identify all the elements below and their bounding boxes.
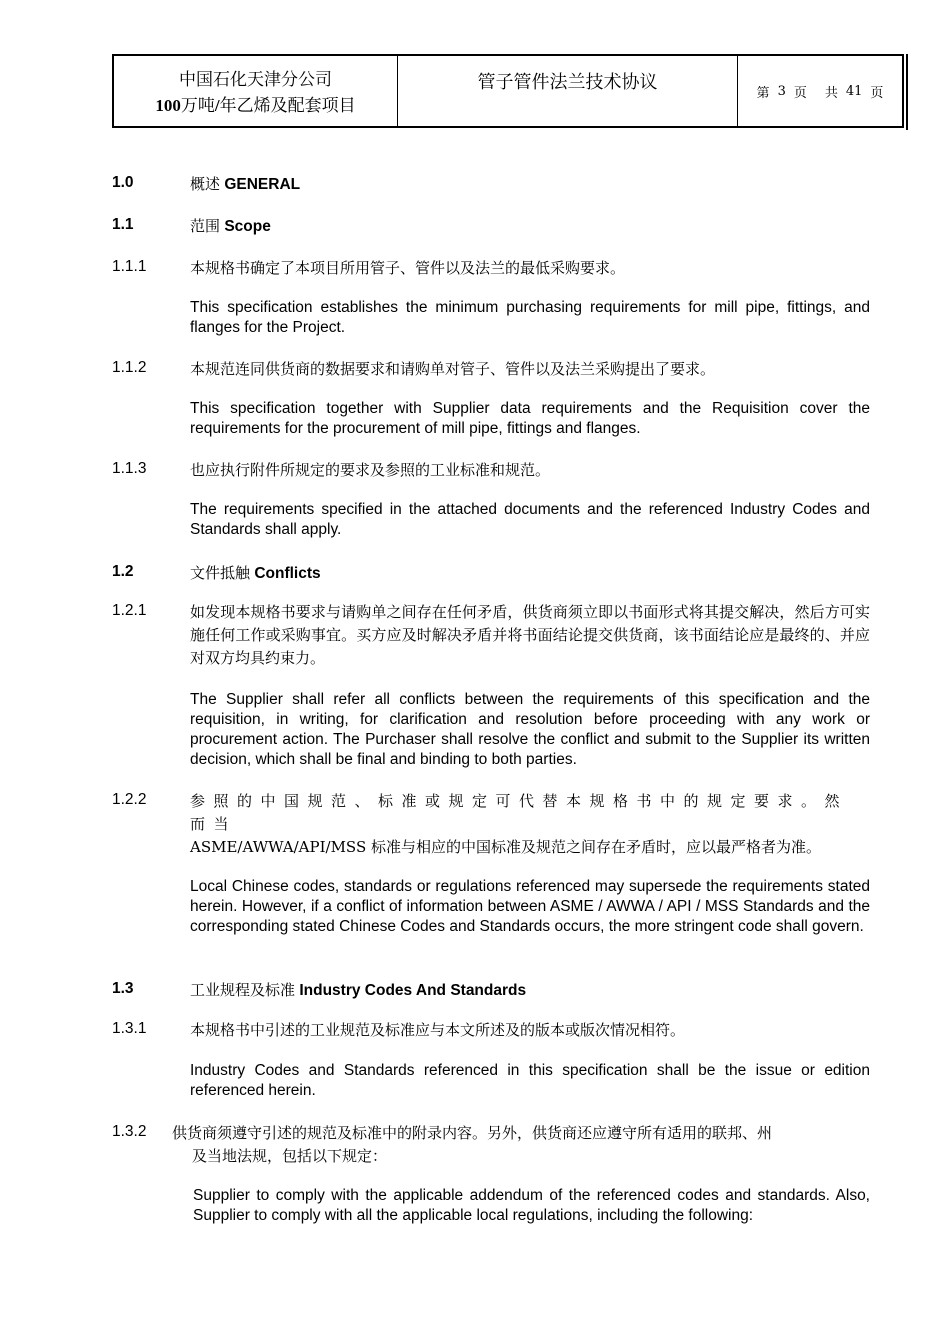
- section-number: 1.3: [112, 980, 134, 997]
- section-heading: 概述 GENERAL: [190, 175, 301, 193]
- header-project-slash: /: [214, 96, 220, 115]
- clause-text-cn: 如发现本规格书要求与请购单之间存在任何矛盾，供货商须立即以书面形式将其提交解决，然后方可实施任何工作或采购事宜。买方应及时解决矛盾并将书面结论提交供货商，该书面结论应是最终的、并应对双方均具约束力。: [190, 603, 870, 667]
- header-project-unit: 万吨: [180, 96, 215, 116]
- clause-text-cn: 本规格书确定了本项目所用管子、管件以及法兰的最低采购要求。: [190, 259, 626, 277]
- clause-text-en: This specification together with Supplier data requirements and the Requisition cover the requirements for the procurement of mill pipe, fittings and flanges.: [190, 400, 870, 437]
- clause-text-cn: [190, 790, 870, 859]
- clause-text-cn: [172, 1122, 870, 1168]
- clause-text-en: This specification establishes the minimum purchasing requirements for mill pipe, fittings, and flanges for the Project.: [190, 299, 870, 336]
- header-project-rest: 年乙烯及配套项目: [219, 96, 356, 116]
- clause-number: 1.1.2: [112, 359, 147, 376]
- clause-number: 1.1.1: [112, 258, 147, 275]
- header-project: [114, 93, 397, 119]
- header-title-cell: [398, 56, 738, 126]
- header-company-cell: [114, 56, 398, 126]
- section-number: 1.1: [112, 216, 134, 233]
- page-label-mid: 页: [793, 85, 807, 101]
- clause-number: 1.2.1: [112, 602, 147, 619]
- clause-text-en: The Supplier shall refer all conflicts between the requirements of this specification and the requisition, in writing, for clarification and resolution before proceeding with any work or procurement action. The Purchaser shall resolve the conflict and submit to the Supplier its written decision, which shall be final and binding to both parties.: [190, 691, 870, 768]
- clause-number: 1.1.3: [112, 460, 147, 477]
- section-heading: 范围 Scope: [190, 217, 271, 235]
- clause-text-cn-line2: 及当地法规，包括以下规定：: [192, 1147, 388, 1165]
- clause-text-cn-line1: 供货商须遵守引述的规范及标准中的附录内容。另外，供货商还应遵守所有适用的联邦、州: [172, 1124, 773, 1142]
- clause-number: 1.2.2: [112, 791, 147, 808]
- clause-number: 1.3.2: [112, 1123, 147, 1140]
- clause-text-cn-line1: 参照的中国规范、标准或规定可代替本规格书中的规定要求。然而当: [190, 792, 849, 833]
- page-header: [112, 54, 904, 128]
- section-heading: 工业规程及标准 Industry Codes And Standards: [190, 981, 527, 999]
- section-heading: 文件抵触 Conflicts: [190, 564, 321, 582]
- page-total-pre: 共: [824, 85, 838, 101]
- page-label-end: 页: [870, 85, 884, 101]
- header-company: 中国石化天津分公司: [179, 70, 332, 90]
- clause-text-en: The requirements specified in the attached documents and the referenced Industry Codes and Standards shall apply.: [190, 501, 870, 538]
- section-number: 1.2: [112, 563, 134, 580]
- clause-text-en: Supplier to comply with the applicable addendum of the referenced codes and standards. Also, Supplier to comply with all the applicable local regulations, including the following:: [193, 1187, 870, 1224]
- header-project-num: 100: [155, 96, 181, 115]
- clause-number: 1.3.1: [112, 1020, 147, 1037]
- page-total: 41: [845, 83, 863, 99]
- clause-text-cn-line2: ASME/AWWA/API/MSS 标准与相应的中国标准及规范之间存在矛盾时，应以最严格者为准。: [190, 838, 821, 856]
- clause-text-en: Industry Codes and Standards referenced in this specification shall be the issue or edition referenced herein.: [190, 1062, 870, 1099]
- clause-text-cn: 本规格书中引述的工业规范及标准应与本文所述及的版本或版次情况相符。: [190, 1021, 686, 1039]
- page-current: 3: [777, 83, 786, 99]
- clause-text-cn: 本规范连同供货商的数据要求和请购单对管子、管件以及法兰采购提出了要求。: [190, 360, 716, 378]
- clause-text-en: Local Chinese codes, standards or regulations referenced may supersede the requirements stated herein. However, if a conflict of information between ASME / AWWA / API / MSS Standards and the corresponding stated Chinese Codes and Standards occurs, the more stringent code shall govern.: [190, 878, 870, 935]
- page-label-pre: 第: [756, 85, 770, 101]
- header-doc-title: 管子管件法兰技术协议: [477, 72, 658, 93]
- section-number: 1.0: [112, 174, 134, 191]
- header-page-cell: [738, 56, 902, 126]
- clause-text-cn: 也应执行附件所规定的要求及参照的工业标准和规范。: [190, 461, 551, 479]
